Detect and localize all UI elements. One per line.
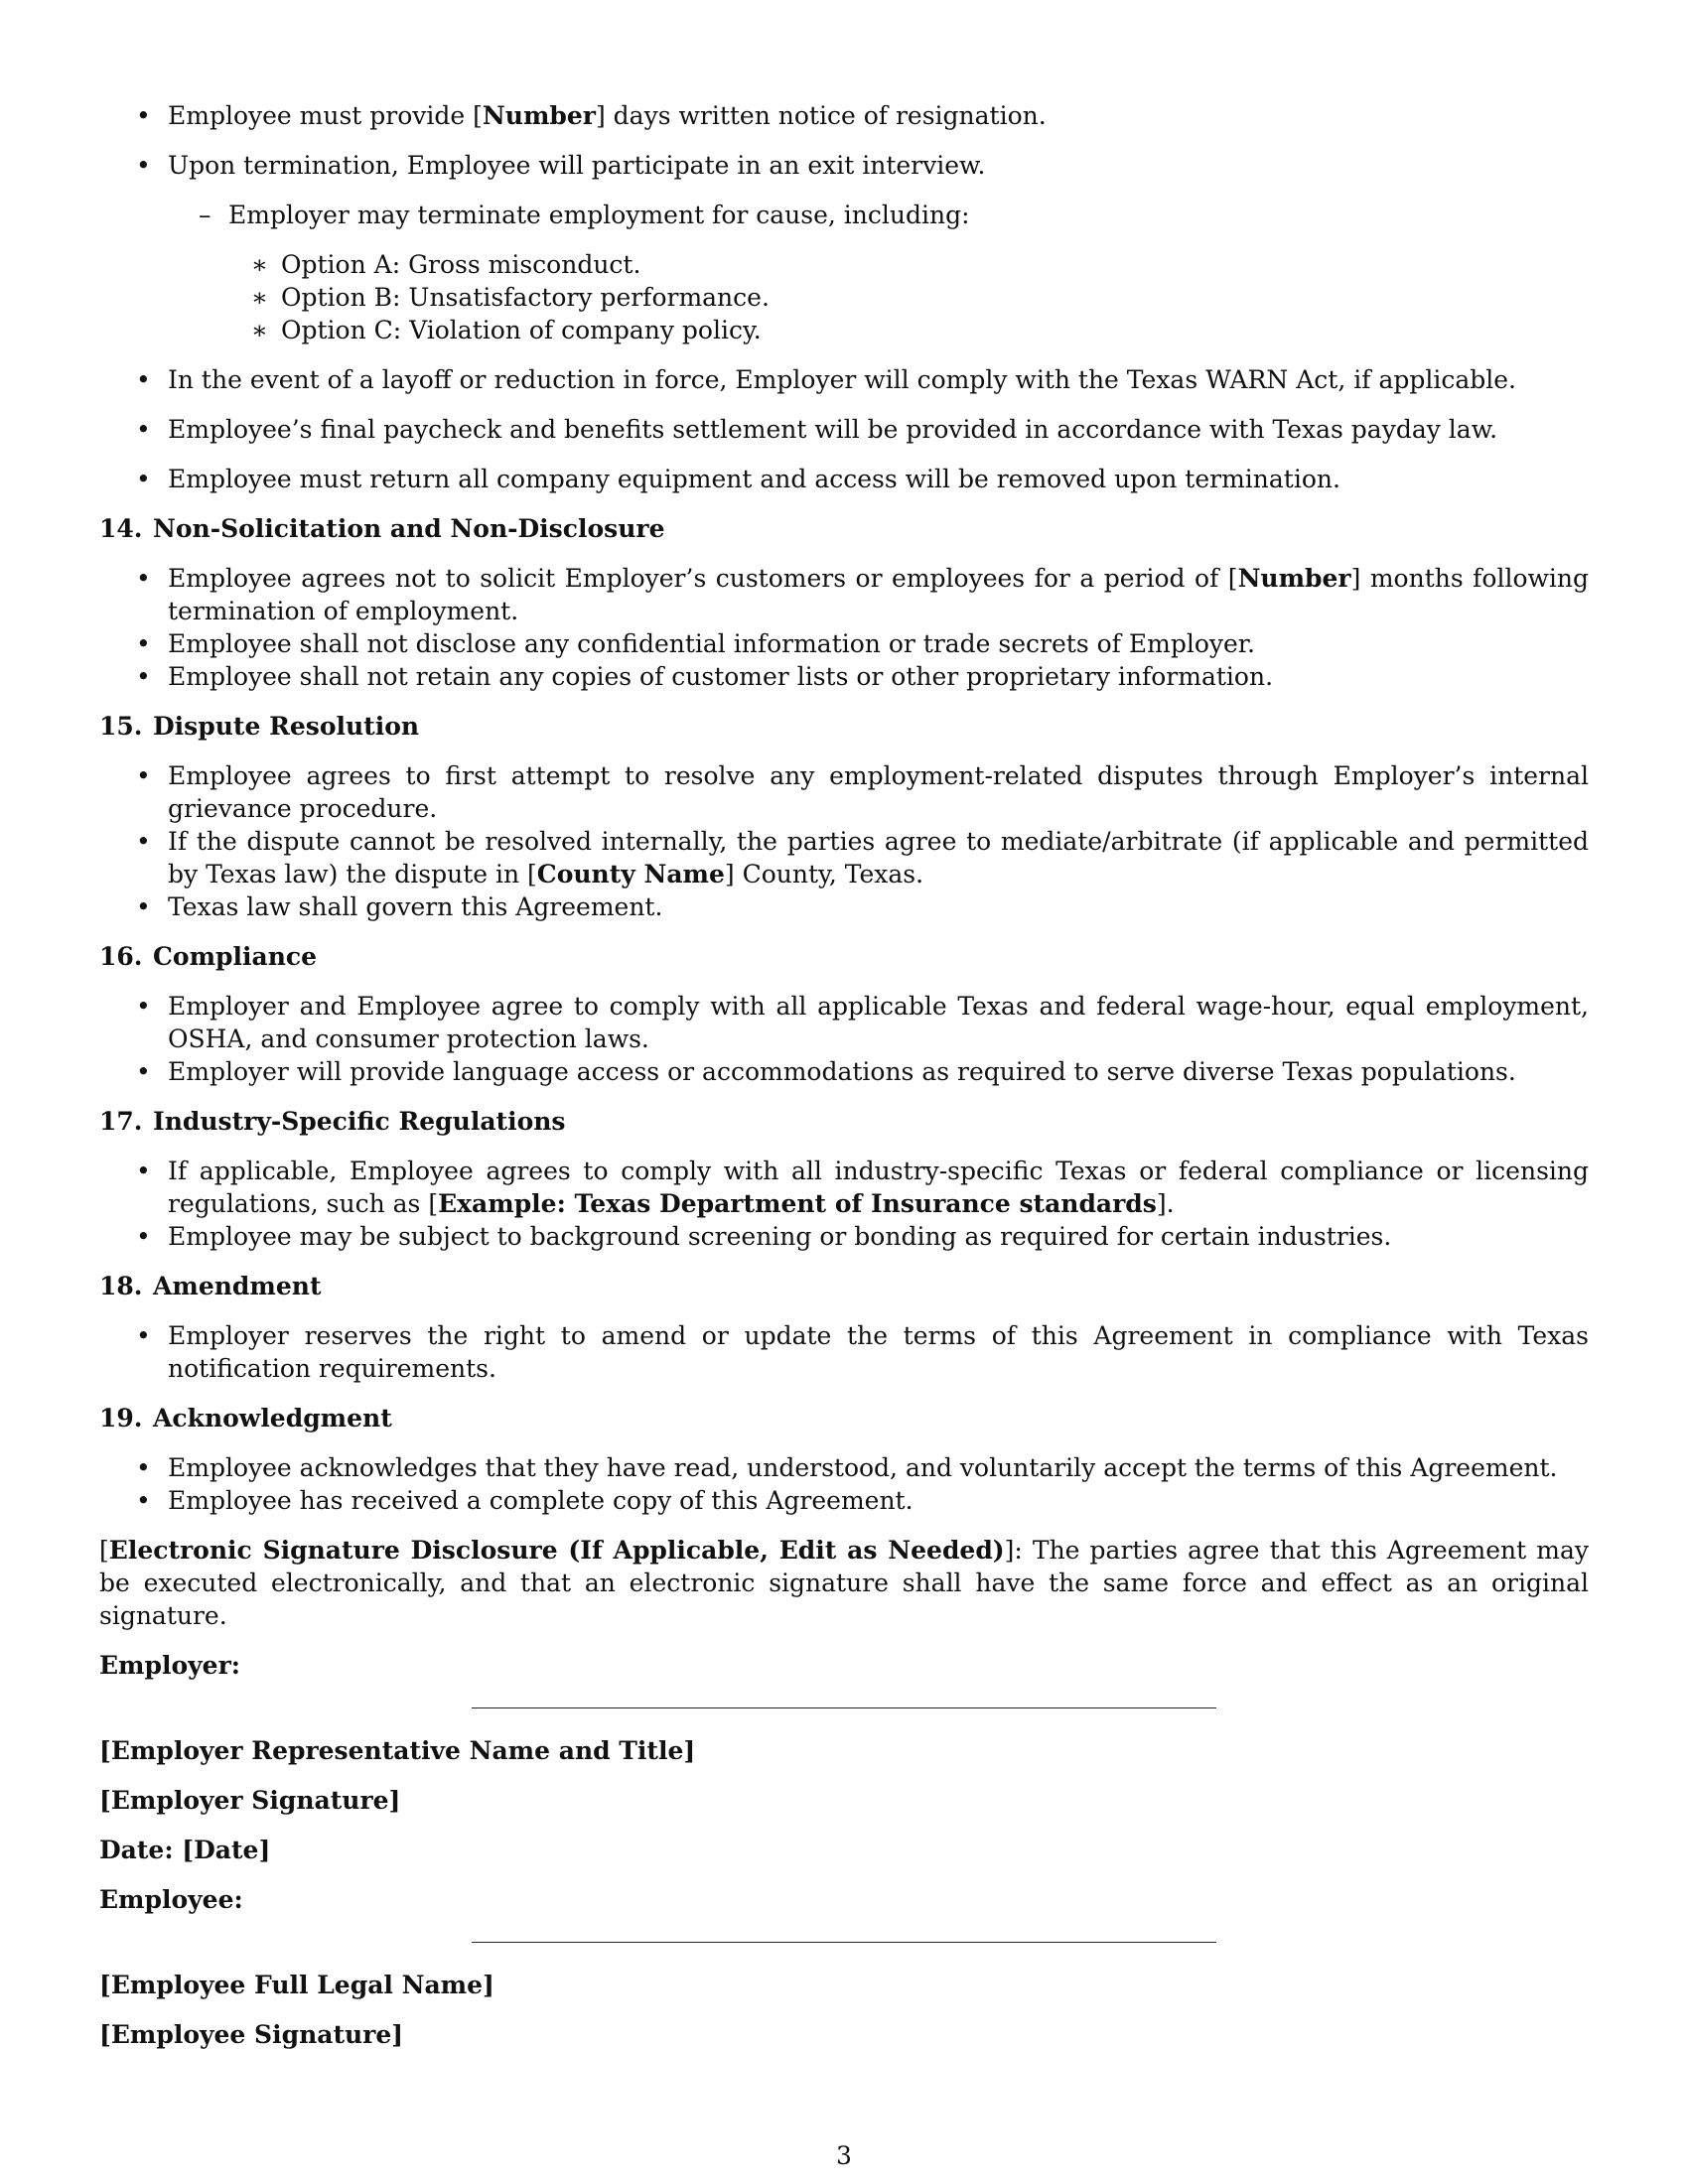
employee-signature-line [472, 1942, 1216, 1943]
list-item: • Employee may be subject to background screening or bonding as required for certain industries. [99, 1220, 1589, 1253]
section-list [99, 1451, 1589, 1517]
employer-signature-line [472, 1707, 1216, 1708]
list-item: • Upon termination, Employee will participate in an exit interview. – Employer may terminate employment for cause, including: ∗ Option A: Gross misconduct. ∗ Option B: Unsatisfactory performance. ∗ Option C: Violation of company policy. [99, 149, 1589, 346]
list-item: • Texas law shall govern this Agreement. [99, 890, 1589, 923]
section-list [99, 562, 1589, 693]
section-heading: 19. Acknowledgment [99, 1404, 392, 1433]
list-item: • If the dispute cannot be resolved internally, the parties agree to mediate/arbitrate (if applicable and permitted by Texas law) the dispute in [County Name] County, Texas. [99, 825, 1589, 890]
option-item: ∗ Option C: Violation of company policy. [228, 314, 1589, 346]
employee-signature: [Employee Signature] [99, 2020, 404, 2049]
list-item: • Employer and Employee agree to comply with all applicable Texas and federal wage-hour, equal employment, OSHA, and consumer protection laws. [99, 990, 1589, 1055]
employer-label: Employer: [99, 1651, 240, 1680]
section-list [99, 990, 1589, 1088]
list-item: • Employee acknowledges that they have read, understood, and voluntarily accept the terms of this Agreement. [99, 1451, 1589, 1484]
employee-label: Employee: [99, 1885, 243, 1914]
section-heading: 16. Compliance [99, 942, 318, 971]
employer-rep-name: [Employer Representative Name and Title] [99, 1736, 696, 1765]
employee-full-name: [Employee Full Legal Name] [99, 1971, 494, 1999]
date-field: Date: [Date] [99, 1836, 271, 1864]
list-item: • In the event of a layoff or reduction in force, Employer will comply with the Texas WARN Act, if applicable. [99, 363, 1589, 396]
list-item: • Employee shall not disclose any confidential information or trade secrets of Employer. [99, 627, 1589, 660]
list-item: • Employee agrees not to solicit Employer’s customers or employees for a period of [Number] months following termination of employment. [99, 562, 1589, 627]
list-item: • Employer will provide language access or accommodations as required to serve diverse Texas populations. [99, 1055, 1589, 1088]
sub-list-item: – Employer may terminate employment for cause, including: ∗ Option A: Gross misconduct. ∗ Option B: Unsatisfactory performance. ∗ Option C: Violation of company policy. [168, 199, 1589, 346]
employer-signature: [Employer Signature] [99, 1786, 401, 1815]
list-item: • Employee agrees to first attempt to resolve any employment-related disputes through Employer’s internal grievance procedure. [99, 759, 1589, 825]
option-list [228, 248, 1589, 346]
list-item: • Employee’s final paycheck and benefits settlement will be provided in accordance with Texas payday law. [99, 413, 1589, 446]
page-number: 3 [836, 2141, 852, 2170]
list-item: • Employee shall not retain any copies of customer lists or other proprietary information. [99, 660, 1589, 693]
list-item: • Employee must provide [Number] days written notice of resignation. [99, 99, 1589, 132]
option-item: ∗ Option A: Gross misconduct. [228, 248, 1589, 281]
list-item: • If applicable, Employee agrees to comply with all industry-specific Texas or federal compliance or licensing regulations, such as [Example: Texas Department of Insurance standards]. [99, 1155, 1589, 1220]
list-item: • Employee must return all company equipment and access will be removed upon termination. [99, 463, 1589, 495]
option-item: ∗ Option B: Unsatisfactory performance. [228, 281, 1589, 314]
section-list [99, 759, 1589, 923]
section-heading: 18. Amendment [99, 1272, 322, 1300]
list-item: • Employer reserves the right to amend or update the terms of this Agreement in compliance with Texas notification requirements. [99, 1319, 1589, 1385]
esign-disclosure: [Electronic Signature Disclosure (If Applicable, Edit as Needed)]: The parties agree that this Agreement may be executed electronically, and that an electronic signature shall have the same force and effect as an original signature. [99, 1536, 1589, 1630]
list-item: • Employee has received a complete copy of this Agreement. [99, 1484, 1589, 1517]
section-heading: 17. Industry-Specific Regulations [99, 1107, 566, 1136]
document-page [99, 99, 1589, 2068]
section-list [99, 1319, 1589, 1385]
termination-list [99, 99, 1589, 495]
section-heading: 15. Dispute Resolution [99, 712, 420, 741]
section-heading: 14. Non-Solicitation and Non-Disclosure [99, 514, 665, 543]
sub-list [168, 199, 1589, 346]
section-list [99, 1155, 1589, 1253]
